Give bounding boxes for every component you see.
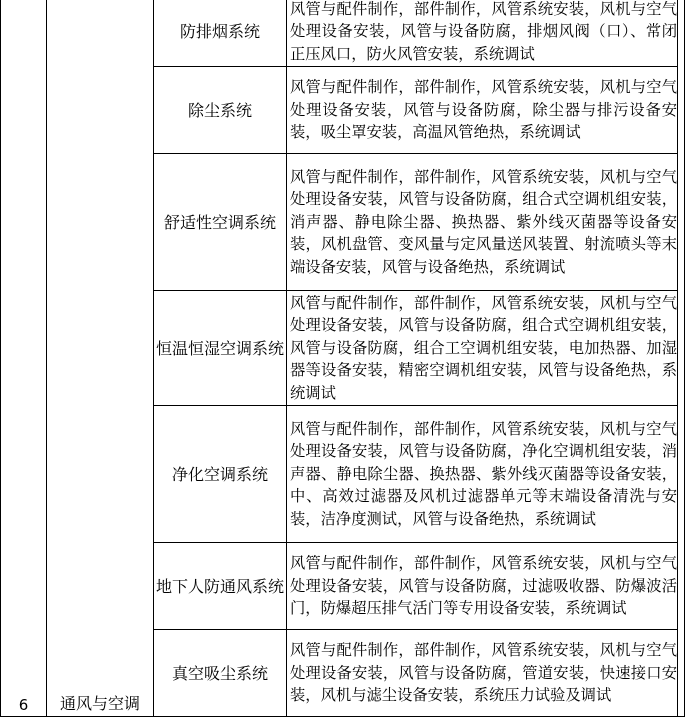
- subsystem-name-cell: 净化空调系统: [154, 406, 287, 543]
- subsystem-name-cell: 舒适性空调系统: [154, 154, 287, 291]
- subsystem-name-cell: 除尘系统: [154, 67, 287, 154]
- category-cell: 通风与空调: [47, 0, 154, 717]
- subsystem-name-cell: 防排烟系统: [154, 0, 287, 67]
- works-description-cell: 风管与配件制作，部件制作，风管系统安装，风机与空气处理设备安装，风管与设备防腐，管道安装，快速接口安装，风机与滤尘设备安装，系统压力试验及调试: [287, 630, 678, 717]
- works-description-cell: 风管与配件制作，部件制作，风管系统安装，风机与空气处理设备安装，风管与设备防腐，组合式空调机组安装，消声器、静电除尘器、换热器、紫外线灭菌器等设备安装，风机盘管、变风量与定风量送风装置、射流喷头等末端设备安装，风管与设备绝热，系统调试: [287, 154, 678, 291]
- works-description-cell: 风管与配件制作，部件制作，风管系统安装，风机与空气处理设备安装，风管与设备防腐，过滤吸收器、防爆波活门，防爆超压排气活门等专用设备安装，系统调试: [287, 543, 678, 630]
- works-description-cell: 风管与配件制作，部件制作，风管系统安装，风机与空气处理设备安装，风管与设备防腐，排烟风阀（口）、常闭正压风口，防火风管安装，系统调试: [287, 0, 678, 67]
- works-description-cell: 风管与配件制作，部件制作，风管系统安装，风机与空气处理设备安装，风管与设备防腐，组合式空调机组安装，风管与设备防腐，组合工空调机组安装，电加热器、加湿器等设备安装，精密空调机组安装，风管与设备绝热，系统调试: [287, 291, 678, 406]
- right-margin-cell: [678, 0, 685, 717]
- table-row: [1, 0, 685, 67]
- subsystem-name-cell: 地下人防通风系统: [154, 543, 287, 630]
- item-number-cell: 6: [1, 0, 47, 717]
- subsystem-name-cell: 真空吸尘系统: [154, 630, 287, 717]
- works-description-cell: 风管与配件制作，部件制作，风管系统安装，风机与空气处理设备安装，风管与设备防腐，除尘器与排污设备安装，吸尘罩安装，高温风管绝热，系统调试: [287, 67, 678, 154]
- subsystem-name-cell: 恒温恒湿空调系统: [154, 291, 287, 406]
- works-description-cell: 风管与配件制作，部件制作，风管系统安装，风机与空气处理设备安装，风管与设备防腐，净化空调机组安装，消声器、静电除尘器、换热器、紫外线灭菌器等设备安装，中、高效过滤器及风机过滤器单元等末端设备清洗与安装，洁净度测试，风管与设备绝热，系统调试: [287, 406, 678, 543]
